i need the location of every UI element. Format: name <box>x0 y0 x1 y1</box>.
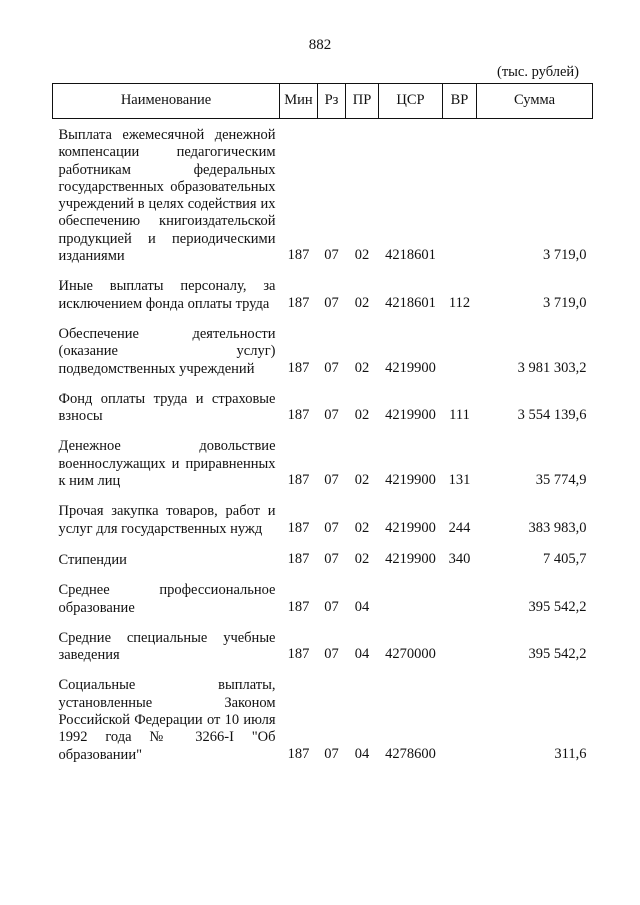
row-min: 187 <box>287 646 310 663</box>
row-pr: 02 <box>354 407 370 424</box>
row-csr: 4219900 <box>385 407 436 424</box>
row-pr: 02 <box>354 472 370 489</box>
row-min: 187 <box>287 745 310 762</box>
row-csr: 4219900 <box>385 519 436 536</box>
row-rz: 07 <box>324 745 339 762</box>
row-name: Фонд оплаты труда и страховые взносы <box>58 390 276 425</box>
row-min: 187 <box>287 407 310 424</box>
budget-table <box>52 83 593 764</box>
table-row <box>53 119 593 266</box>
row-name: Стипендии <box>58 551 127 568</box>
header-vr: ВР <box>443 84 477 119</box>
row-sum: 383 983,0 <box>528 519 587 536</box>
row-min: 187 <box>287 359 310 376</box>
row-sum: 3 719,0 <box>543 294 587 311</box>
row-vr <box>443 313 477 378</box>
row-vr <box>443 664 477 763</box>
row-csr: 4218601 <box>385 247 436 264</box>
row-rz: 07 <box>324 646 339 663</box>
row-min: 187 <box>287 472 310 489</box>
table-row <box>53 313 593 378</box>
row-vr: 340 <box>448 550 471 567</box>
row-rz: 07 <box>324 247 339 264</box>
row-pr: 04 <box>354 598 370 615</box>
row-pr: 02 <box>354 294 370 311</box>
row-pr: 02 <box>354 550 370 567</box>
row-vr <box>443 119 477 266</box>
table-row <box>53 664 593 763</box>
row-vr: 112 <box>448 294 471 311</box>
row-sum: 311,6 <box>554 745 587 762</box>
row-name: Денежное довольствие военнослужащих и приравненных к ним лиц <box>58 438 276 490</box>
row-csr: 4218601 <box>385 294 436 311</box>
row-csr: 4219900 <box>385 359 436 376</box>
row-csr: 4270000 <box>385 646 436 663</box>
table-row <box>53 425 593 490</box>
row-vr: 111 <box>449 407 470 424</box>
row-csr: 4219900 <box>385 550 436 567</box>
row-csr <box>379 569 443 617</box>
units-label: (тыс. рублей) <box>497 64 579 80</box>
row-rz: 07 <box>324 359 339 376</box>
row-vr: 131 <box>448 472 471 489</box>
header-min: Мин <box>280 84 318 119</box>
row-name: Социальные выплаты, установленные Законом Российской Федерации от 10 июля 1992 года № 3266-I "Об образовании" <box>58 677 276 763</box>
row-csr: 4278600 <box>385 745 436 762</box>
row-pr: 04 <box>354 745 370 762</box>
header-sum: Сумма <box>477 84 593 119</box>
row-rz: 07 <box>324 598 339 615</box>
table-header-row <box>53 84 593 119</box>
header-name: Наименование <box>53 84 280 119</box>
row-min: 187 <box>287 598 310 615</box>
row-name: Прочая закупка товаров, работ и услуг для государственных нужд <box>58 503 276 537</box>
row-min: 187 <box>287 519 310 536</box>
table-row <box>53 617 593 665</box>
row-min: 187 <box>287 294 310 311</box>
row-sum: 3 719,0 <box>543 247 587 264</box>
row-pr: 04 <box>354 646 370 663</box>
row-name: Среднее профессиональное образование <box>58 582 276 616</box>
row-min: 187 <box>287 550 310 567</box>
row-rz: 07 <box>324 294 339 311</box>
row-sum: 7 405,7 <box>543 550 587 567</box>
table-row <box>53 569 593 617</box>
table-row <box>53 490 593 538</box>
table-row <box>53 538 593 569</box>
row-sum: 395 542,2 <box>528 598 587 615</box>
row-name: Средние специальные учебные заведения <box>58 629 276 664</box>
row-csr: 4219900 <box>385 472 436 489</box>
header-pr: ПР <box>346 84 379 119</box>
row-sum: 3 554 139,6 <box>517 407 587 424</box>
row-rz: 07 <box>324 550 339 567</box>
row-name: Иные выплаты персоналу, за исключением фонда оплаты труда <box>58 278 276 312</box>
row-rz: 07 <box>324 472 339 489</box>
row-rz: 07 <box>324 519 339 536</box>
row-vr <box>443 569 477 617</box>
header-csr: ЦСР <box>379 84 443 119</box>
row-pr: 02 <box>354 359 370 376</box>
row-vr: 244 <box>448 519 471 536</box>
table-row <box>53 265 593 313</box>
row-rz: 07 <box>324 407 339 424</box>
row-name: Обеспечение деятельности (оказание услуг) подведомственных учреждений <box>58 325 276 377</box>
row-sum: 395 542,2 <box>528 646 587 663</box>
page-number: 882 <box>308 37 332 53</box>
row-sum: 3 981 303,2 <box>517 359 587 376</box>
row-pr: 02 <box>354 247 370 264</box>
table-row <box>53 378 593 426</box>
row-min: 187 <box>287 247 310 264</box>
header-rz: Рз <box>318 84 346 119</box>
row-vr <box>443 617 477 665</box>
row-name: Выплата ежемесячной денежной компенсации педагогическим работникам федеральных государственных образовательных учреждений в целях содействия их обеспечению книгоиздательской продукцией и периодическими изданиями <box>58 127 276 265</box>
row-sum: 35 774,9 <box>535 472 587 489</box>
row-pr: 02 <box>354 519 370 536</box>
